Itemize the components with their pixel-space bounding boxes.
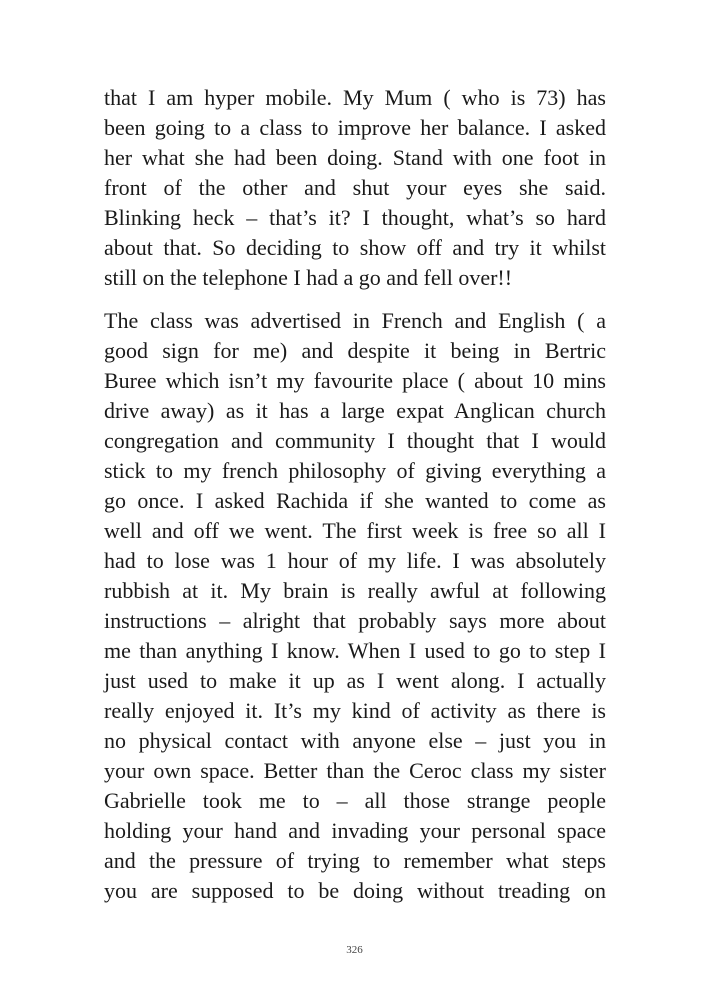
text-line: The class was advertised in French and English ( a — [104, 308, 606, 333]
text-line: been going to a class to improve her balance. I asked — [104, 115, 606, 140]
text-line: stick to my french philosophy of giving everything a — [104, 458, 606, 483]
text-line: drive away) as it has a large expat Anglican church — [104, 398, 606, 423]
text-line: Blinking heck – that’s it? I thought, what’s so hard — [104, 205, 606, 230]
text-line: me than anything I know. When I used to go to step I — [104, 638, 606, 663]
text-line: well and off we went. The first week is free so all I — [104, 518, 606, 543]
text-line: about that. So deciding to show off and try it whilst — [104, 235, 606, 260]
paragraph-2 — [104, 306, 606, 906]
page-number: 326 — [346, 944, 363, 956]
text-line: rubbish at it. My brain is really awful at following — [104, 578, 606, 603]
text-line: instructions – alright that probably says more about — [104, 608, 606, 633]
text-line: Gabrielle took me to – all those strange people — [104, 788, 606, 813]
paragraph-spacer — [104, 293, 606, 306]
text-line: you are supposed to be doing without treading on — [104, 878, 606, 903]
text-line: good sign for me) and despite it being in Bertric — [104, 338, 606, 363]
text-line: that I am hyper mobile. My Mum ( who is 73) has — [104, 85, 606, 110]
text-line: really enjoyed it. It’s my kind of activity as there is — [104, 698, 606, 723]
paragraph-1 — [104, 83, 606, 293]
text-line: still on the telephone I had a go and fell over!! — [104, 265, 513, 290]
text-line: front of the other and shut your eyes she said. — [104, 175, 606, 200]
text-line: holding your hand and invading your personal space — [104, 818, 606, 843]
text-line: Buree which isn’t my favourite place ( about 10 mins — [104, 368, 606, 393]
text-line: had to lose was 1 hour of my life. I was absolutely — [104, 548, 606, 573]
text-line: your own space. Better than the Ceroc class my sister — [104, 758, 606, 783]
text-line: just used to make it up as I went along. I actually — [104, 668, 606, 693]
text-line: go once. I asked Rachida if she wanted to come as — [104, 488, 606, 513]
text-line: congregation and community I thought that I would — [104, 428, 606, 453]
text-line: her what she had been doing. Stand with one foot in — [104, 145, 606, 170]
text-line: and the pressure of trying to remember what steps — [104, 848, 606, 873]
text-line: no physical contact with anyone else – just you in — [104, 728, 606, 753]
body-text — [104, 83, 606, 906]
